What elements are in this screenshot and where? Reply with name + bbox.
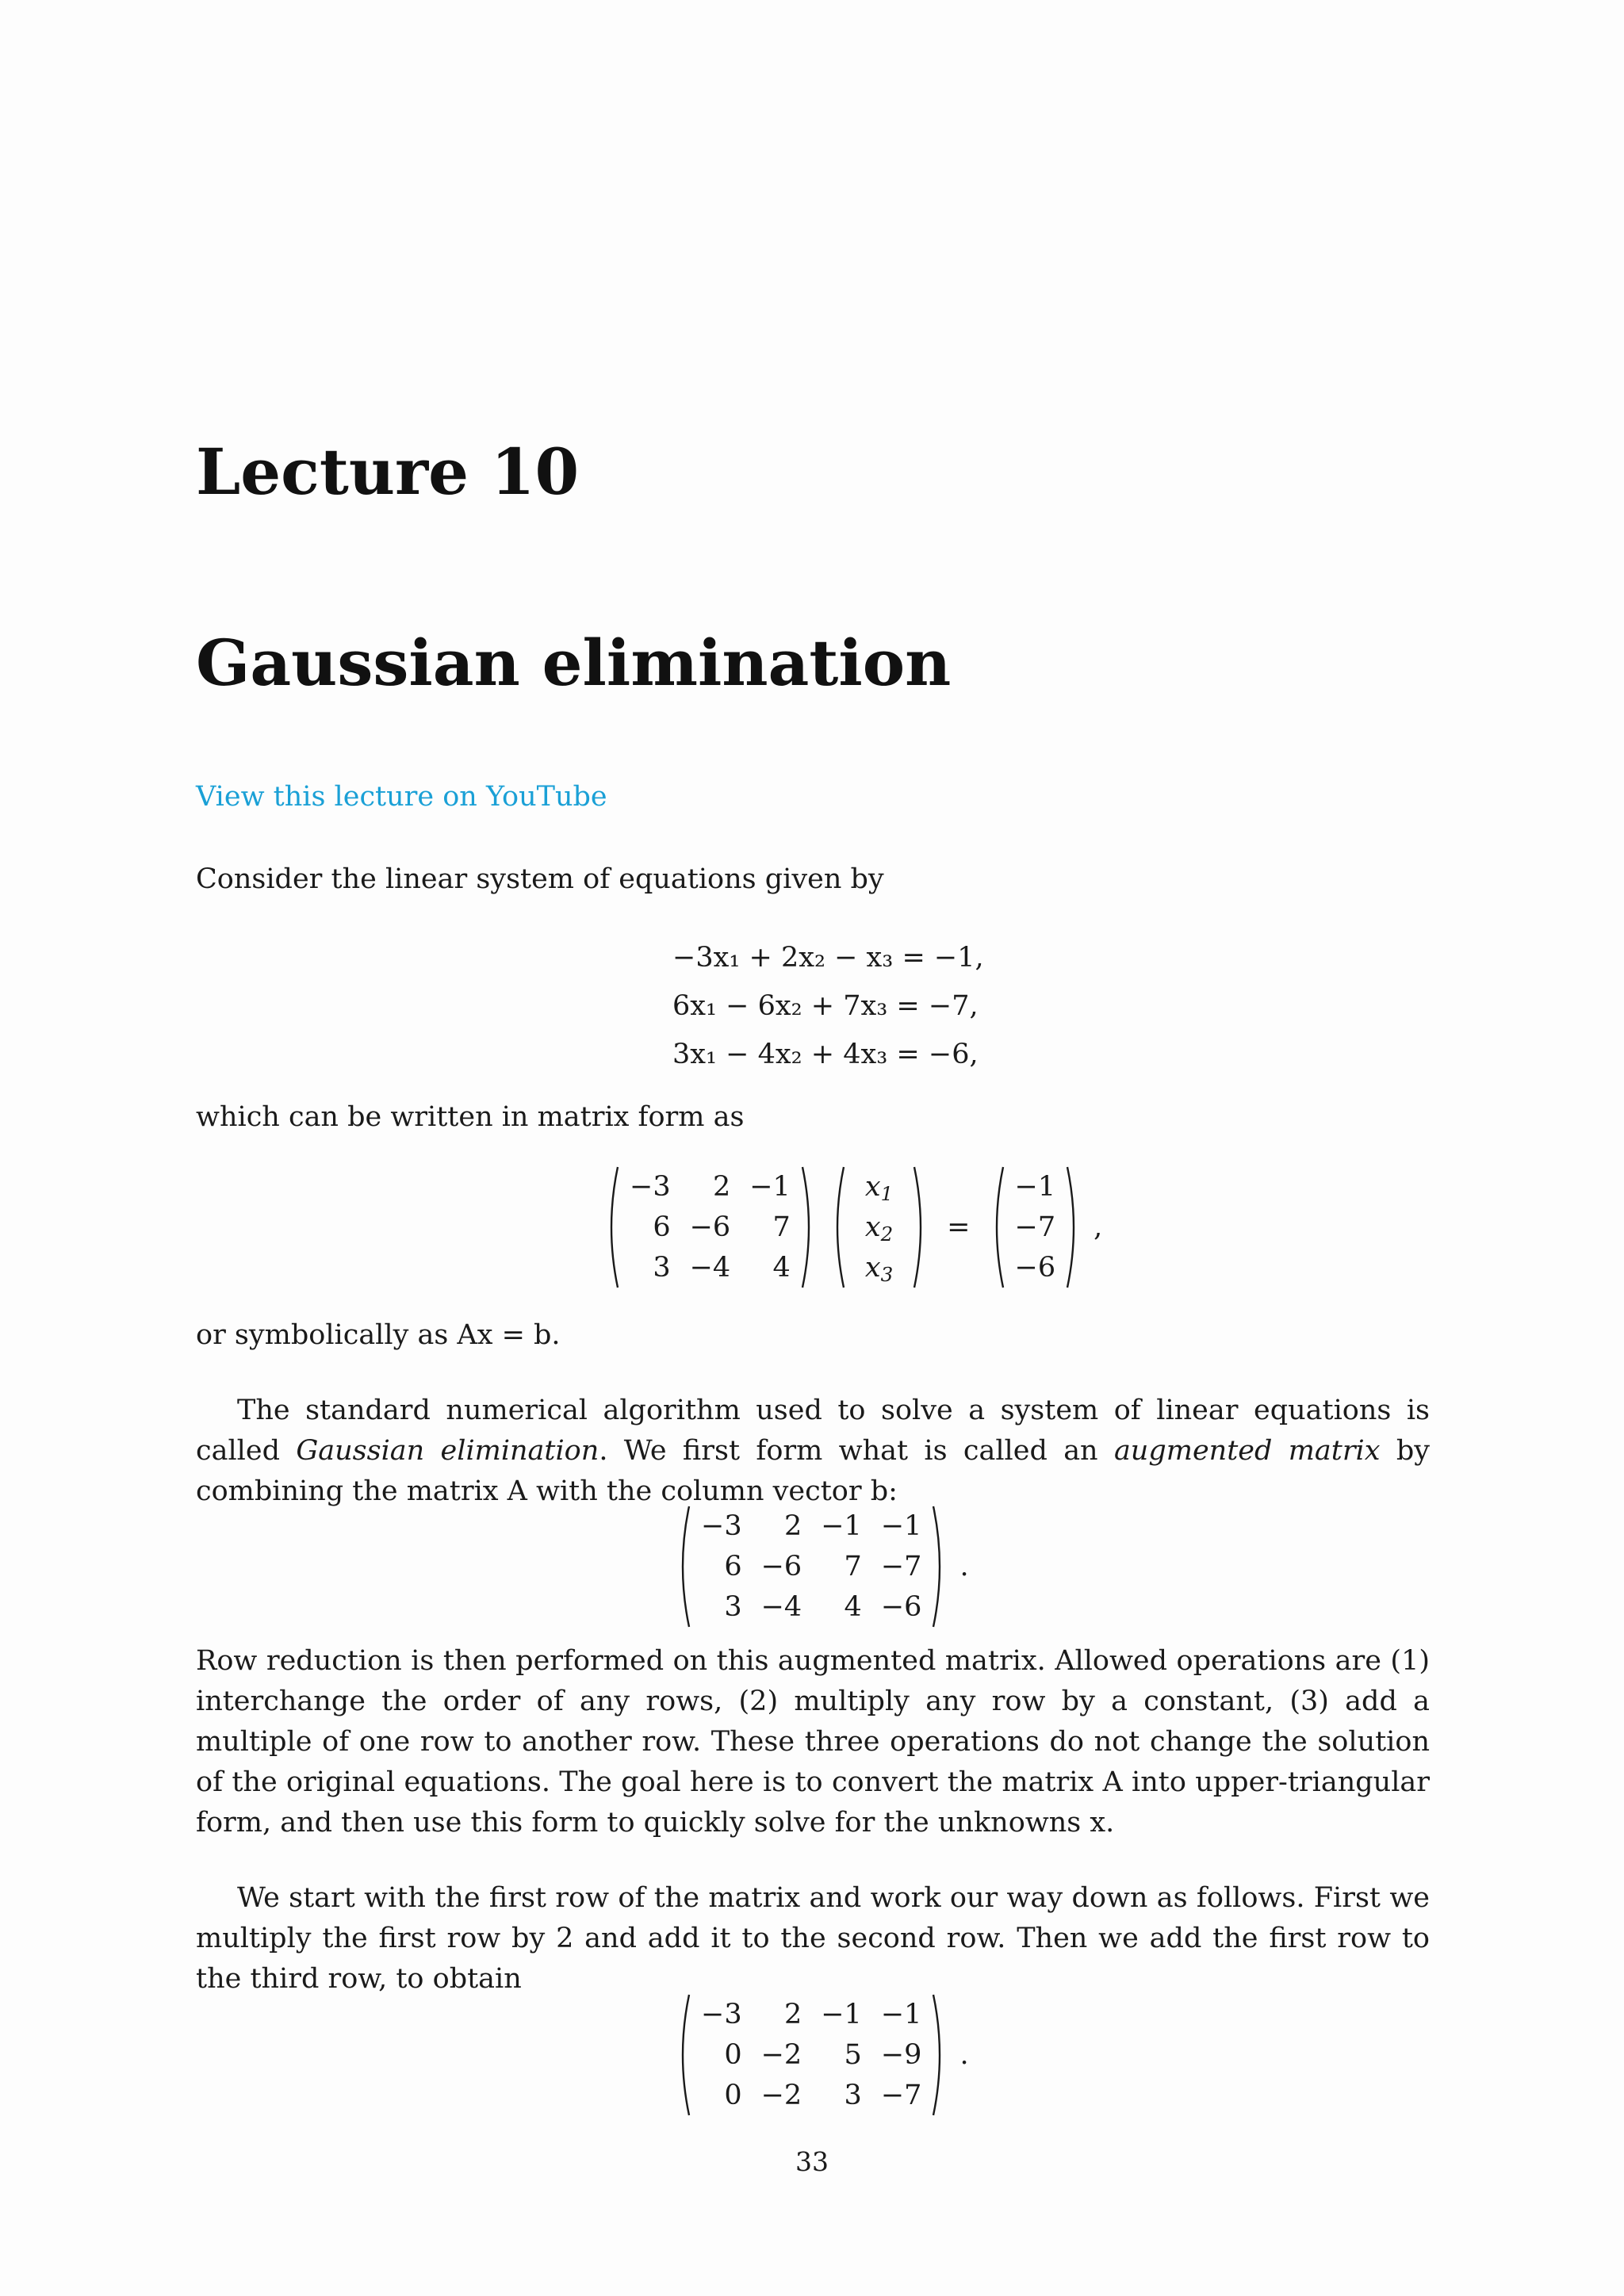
page-number: 33 [795, 2146, 829, 2177]
left-paren-icon [674, 1505, 691, 1628]
equation-rhs: −1, [933, 942, 984, 974]
symbolic-paragraph: or symbolically as Ax = b. [196, 1319, 561, 1351]
lecture-number-heading: Lecture 10 [196, 434, 580, 509]
matrix-cell: 6 [653, 1211, 671, 1243]
left-paren-icon [603, 1165, 620, 1289]
equation-rhs: −6, [928, 1039, 979, 1070]
right-paren-icon [800, 1165, 818, 1289]
matrix-form-paragraph: which can be written in matrix form as [196, 1101, 745, 1133]
vector-x [829, 1165, 929, 1289]
augmented-matrix [674, 1505, 969, 1628]
left-paren-icon [988, 1165, 1005, 1289]
right-paren-icon [931, 1505, 948, 1628]
equation-system [672, 934, 984, 1079]
left-paren-icon [674, 1993, 691, 2117]
right-paren-icon [912, 1165, 929, 1289]
vector-x-cell: $x_1$ [864, 1170, 894, 1205]
matrix-cell: 3 [724, 1590, 742, 1623]
right-paren-icon [931, 1993, 948, 2117]
matrix-cell: −2 [760, 2079, 802, 2111]
left-paren-icon [829, 1165, 846, 1289]
trailing-comma: , [1094, 1211, 1103, 1243]
matrix-cell: 5 [844, 2038, 862, 2071]
matrix-cell: 7 [772, 1211, 791, 1243]
matrix-cell: 6 [724, 1550, 742, 1582]
matrix-cell: −1 [880, 1510, 922, 1542]
matrix-cell: −6 [689, 1211, 731, 1243]
equation-lhs: 3x₁ − 4x₂ + 4x₃ [672, 1039, 888, 1070]
row-reduction-paragraph: Row reduction is then performed on this augmented matrix. Allowed operations are (1) interchange the order of any rows, (2) multiply any row by a constant, (3) add a multiple of one row to another row. These three operations do not change the solution of the original equations. The goal here is to convert the matrix A into upper-triangular form, and then use this form to quickly solve for the unknowns x. [196, 1645, 1430, 1839]
reduced-matrix [674, 1993, 969, 2117]
matrix-cell: 4 [772, 1251, 791, 1284]
trailing-period: . [959, 2039, 969, 2071]
first-step-paragraph: We start with the first row of the matrix and work our way down as follows. First we multiply the first row by 2 and add it to the second row. Then we add the first row to the third row, to obtain [196, 1882, 1430, 1995]
reduced-matrix-grid [691, 1995, 931, 2116]
matrix-cell: −3 [630, 1170, 671, 1203]
intro-paragraph: Consider the linear system of equations given by [196, 863, 884, 895]
emphasis-augmented-matrix: augmented matrix [1113, 1435, 1381, 1467]
equation-row [672, 934, 984, 982]
vector-x-grid [846, 1167, 912, 1288]
reduced-matrix-body [674, 1993, 948, 2117]
emphasis-gaussian-elimination: Gaussian elimination [296, 1435, 599, 1467]
vector-b [988, 1165, 1083, 1289]
vector-b-grid [1005, 1167, 1066, 1288]
equation-lhs: −3x₁ + 2x₂ − x₃ [672, 942, 894, 974]
equals-sign: = [947, 1211, 971, 1243]
youtube-link[interactable]: View this lecture on YouTube [196, 781, 607, 813]
equals-sign: = [896, 1039, 929, 1070]
matrix-cell: −6 [760, 1550, 802, 1582]
matrix-cell: −2 [760, 2038, 802, 2071]
matrix-cell: −1 [821, 1998, 862, 2030]
vector-b-cell: −1 [1014, 1170, 1056, 1203]
equation-rhs: −7, [928, 990, 979, 1022]
matrix-cell: −1 [880, 1998, 922, 2030]
matrix-cell: −7 [880, 2079, 922, 2111]
matrix-cell: −9 [880, 2038, 922, 2071]
augmented-matrix-grid [691, 1506, 931, 1628]
matrix-cell: −6 [880, 1590, 922, 1623]
matrix-cell: 0 [724, 2079, 742, 2111]
equals-sign: = [902, 942, 934, 974]
right-paren-icon [1065, 1165, 1082, 1289]
matrix-cell: 2 [712, 1170, 731, 1203]
matrix-a [603, 1165, 818, 1289]
matrix-equation [603, 1165, 1102, 1289]
matrix-cell: 0 [724, 2038, 742, 2071]
matrix-cell: −1 [821, 1510, 862, 1542]
matrix-cell: −3 [701, 1510, 742, 1542]
equation-lhs: 6x₁ − 6x₂ + 7x₃ [672, 990, 888, 1022]
matrix-cell: −7 [880, 1550, 922, 1582]
gaussian-paragraph: The standard numerical algorithm used to solve a system of linear equations is called Gaussian elimination. We first form what is called an augmented matrix by combining the matrix A with the column vector b: [196, 1395, 1431, 1507]
vector-x-cell: $x_3$ [864, 1251, 894, 1286]
equation-row [672, 1031, 984, 1079]
trailing-period: . [959, 1551, 969, 1582]
matrix-cell: 2 [783, 1998, 802, 2030]
matrix-cell: −1 [749, 1170, 791, 1203]
matrix-cell: 2 [783, 1510, 802, 1542]
vector-b-cell: −6 [1014, 1251, 1056, 1284]
matrix-a-grid [620, 1167, 800, 1288]
matrix-cell: 4 [844, 1590, 862, 1623]
equals-sign: = [896, 990, 929, 1022]
equation-row [672, 982, 984, 1031]
matrix-cell: −3 [701, 1998, 742, 2030]
augmented-matrix-body [674, 1505, 948, 1628]
matrix-cell: −4 [689, 1251, 731, 1284]
vector-b-cell: −7 [1014, 1211, 1056, 1243]
vector-x-cell: $x_2$ [864, 1211, 894, 1246]
matrix-cell: 7 [844, 1550, 862, 1582]
matrix-cell: −4 [760, 1590, 802, 1623]
chapter-title-heading: Gaussian elimination [196, 626, 952, 700]
matrix-cell: 3 [653, 1251, 671, 1284]
matrix-cell: 3 [844, 2079, 862, 2111]
